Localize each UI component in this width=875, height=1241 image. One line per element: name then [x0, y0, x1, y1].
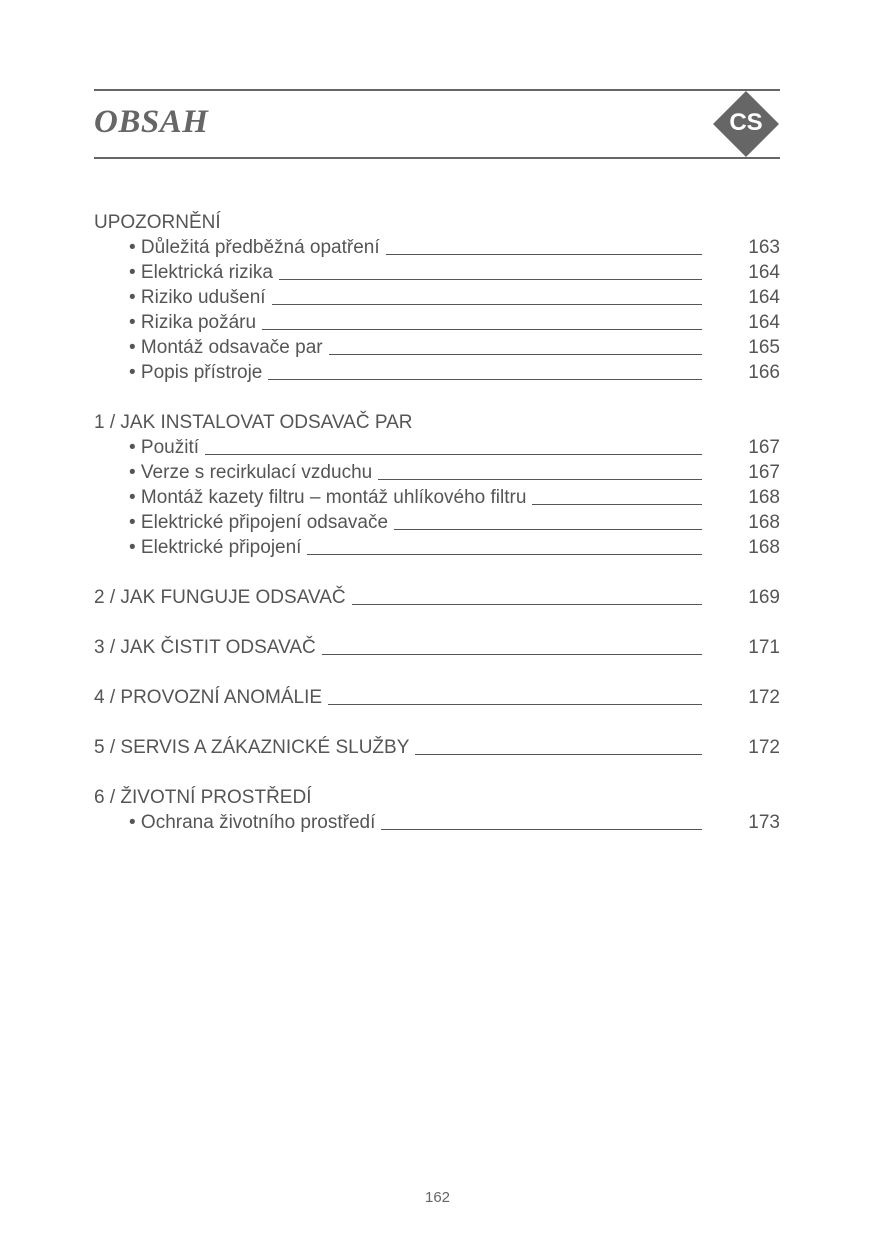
toc-page-number: 167 [748, 437, 780, 458]
toc-heading[interactable] [94, 785, 780, 810]
toc-page-number: 164 [748, 287, 780, 308]
leader-line [352, 604, 702, 605]
toc-entry[interactable] [94, 535, 780, 560]
toc-heading[interactable] [94, 585, 780, 610]
leader-line [279, 279, 702, 280]
toc-heading-label: UPOZORNĚNÍ [94, 212, 221, 233]
toc-section [94, 410, 780, 560]
leader-line [322, 654, 702, 655]
leader-line [532, 504, 702, 505]
leader-line [307, 554, 702, 555]
leader-line [394, 529, 702, 530]
toc-heading[interactable] [94, 685, 780, 710]
toc-entry-label: • Použití [129, 437, 200, 458]
toc-page-number: 171 [748, 637, 780, 658]
toc-page-number: 168 [748, 512, 780, 533]
toc-entry[interactable] [94, 485, 780, 510]
toc-page-number: 165 [748, 337, 780, 358]
toc-heading-label: 4 / PROVOZNÍ ANOMÁLIE [94, 687, 323, 708]
toc-heading-label: 6 / ŽIVOTNÍ PROSTŘEDÍ [94, 787, 312, 808]
toc-page-number: 164 [748, 312, 780, 333]
toc-entry[interactable] [94, 235, 780, 260]
toc-heading-label: 1 / JAK INSTALOVAT ODSAVAČ PAR [94, 412, 413, 433]
toc-page-number: 172 [748, 737, 780, 758]
toc-entry[interactable] [94, 460, 780, 485]
toc-entry-label: • Montáž odsavače par [129, 337, 323, 358]
toc-entry-label: • Elektrické připojení odsavače [129, 512, 389, 533]
toc-entry-label: • Elektrické připojení [129, 537, 302, 558]
toc-entry-label: • Verze s recirkulací vzduchu [129, 462, 373, 483]
toc-entry-label: • Důležitá předběžná opatření [129, 237, 380, 258]
toc-section [94, 635, 780, 660]
leader-line [205, 454, 702, 455]
toc-heading[interactable] [94, 635, 780, 660]
toc-heading-label: 5 / SERVIS A ZÁKAZNICKÉ SLUŽBY [94, 737, 410, 758]
leader-line [329, 354, 702, 355]
toc-page-number: 172 [748, 687, 780, 708]
table-of-contents [94, 210, 780, 860]
toc-section [94, 785, 780, 835]
leader-line [272, 304, 702, 305]
toc-page-number: 168 [748, 487, 780, 508]
toc-section [94, 735, 780, 760]
toc-page-number: 169 [748, 587, 780, 608]
toc-entry-label: • Ochrana životního prostředí [129, 812, 376, 833]
header-rule-bottom [94, 157, 780, 159]
toc-entry[interactable] [94, 810, 780, 835]
toc-section [94, 585, 780, 610]
toc-page-number: 163 [748, 237, 780, 258]
toc-entry-label: • Rizika požáru [129, 312, 257, 333]
toc-section [94, 210, 780, 385]
page-title: OBSAH [94, 104, 209, 140]
language-badge [713, 91, 779, 157]
toc-entry[interactable] [94, 310, 780, 335]
header-rule-top [94, 89, 780, 91]
toc-heading[interactable] [94, 735, 780, 760]
toc-entry[interactable] [94, 510, 780, 535]
toc-entry[interactable] [94, 335, 780, 360]
leader-line [378, 479, 702, 480]
toc-heading[interactable] [94, 210, 780, 235]
toc-entry-label: • Popis přístroje [129, 362, 263, 383]
leader-line [386, 254, 702, 255]
toc-page-number: 167 [748, 462, 780, 483]
toc-entry[interactable] [94, 435, 780, 460]
leader-line [268, 379, 702, 380]
toc-page-number: 166 [748, 362, 780, 383]
leader-line [262, 329, 702, 330]
page-number: 162 [424, 1189, 451, 1206]
leader-line [328, 704, 702, 705]
toc-heading-label: 2 / JAK FUNGUJE ODSAVAČ [94, 587, 346, 608]
language-badge-text: CS [729, 109, 763, 136]
toc-page-number: 168 [748, 537, 780, 558]
toc-entry-label: • Elektrická rizika [129, 262, 273, 283]
toc-page-number: 164 [748, 262, 780, 283]
toc-page-number: 173 [748, 812, 780, 833]
toc-section [94, 685, 780, 710]
toc-heading-label: 3 / JAK ČISTIT ODSAVAČ [94, 637, 316, 658]
toc-entry-label: • Riziko udušení [129, 287, 266, 308]
toc-entry-label: • Montáž kazety filtru – montáž uhlíkového filtru [129, 487, 527, 508]
toc-entry[interactable] [94, 260, 780, 285]
toc-heading[interactable] [94, 410, 780, 435]
toc-entry[interactable] [94, 360, 780, 385]
leader-line [415, 754, 702, 755]
toc-entry[interactable] [94, 285, 780, 310]
leader-line [381, 829, 702, 830]
